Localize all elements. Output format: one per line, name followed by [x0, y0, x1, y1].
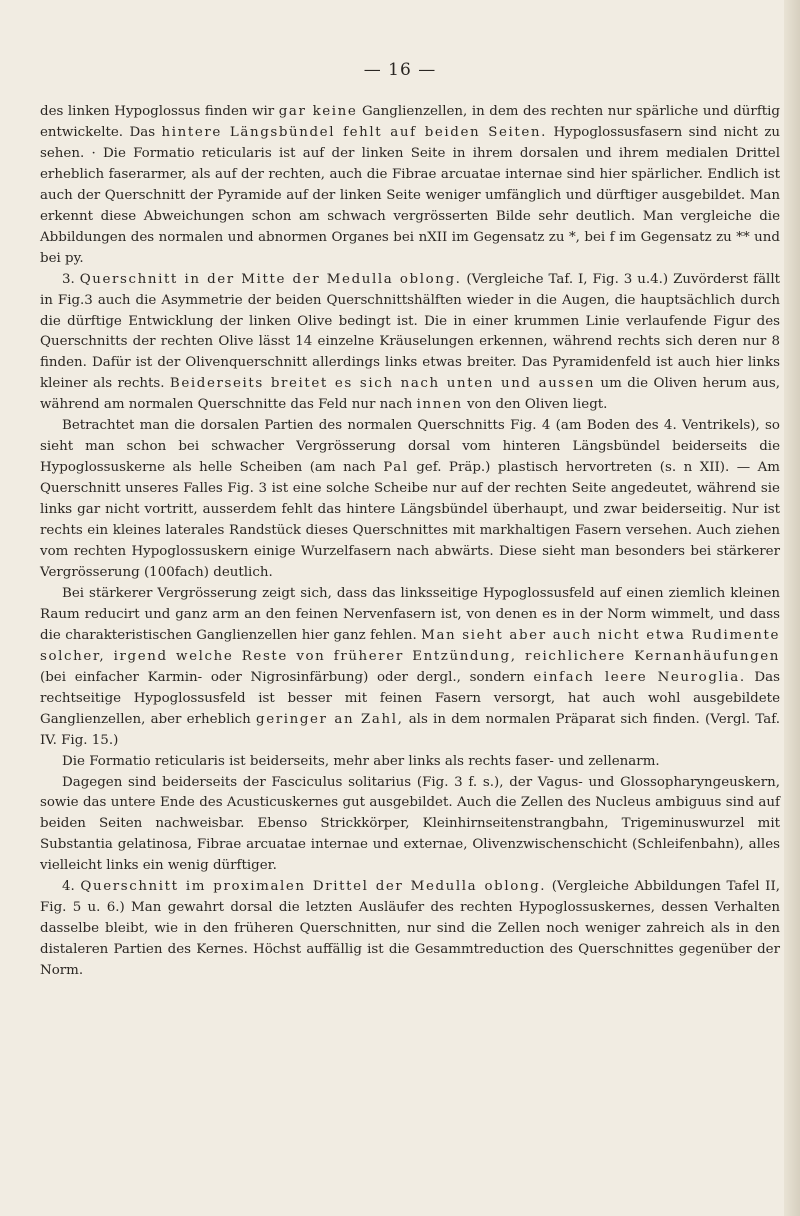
- text-run: Hypoglossusfasern sind nicht zu sehen. · Die Formatio reticularis ist auf der linken Seite in ihrem dorsalen und ihrem medialen Drittel erheblich faserarmer, als auf der rechten, auch die Fibrae arcuatae internae sind hier spärlicher. Endlich ist auch der Querschnitt der Pyramide auf der linken Seite weniger umfänglich und dürftiger ausgebildet. Man erkennt diese Abweichungen schon am schwach vergrösserten Bilde sehr deutlich. Man vergleiche die Abbildungen des normalen und abnormen Organes bei nXII im Gegensatz zu *, bei f im Gegensatz zu ** und bei py.: [40, 124, 780, 266]
- text-run: Betrachtet man die dorsalen Partien des normalen Querschnitts Fig. 4 (am Boden des 4. Ventrikels), so sieht man schon bei schwacher Vergrösserung dorsal vom hinteren Längsbündel beiderseits die Hypoglossuskerne als helle Scheiben (am nach: [40, 418, 780, 476]
- page-number: — 16 —: [363, 60, 437, 80]
- paragraph: [40, 877, 780, 982]
- spaced-emphasis: Querschnitt in der Mitte der Medulla oblong.: [79, 271, 462, 287]
- body-text: [40, 102, 780, 982]
- text-run: 3.: [62, 271, 80, 287]
- spaced-emphasis: einfach leere Neuroglia.: [533, 669, 746, 685]
- text-run: Die Formatio reticularis ist beiderseits, mehr aber links als rechts faser- und zellenarm.: [62, 753, 660, 769]
- text-run: gef. Präp.) plastisch hervortreten (s. n XII). — Am Querschnitt unseres Falles Fig. 3 ist eine solche Scheibe nur auf der rechten Seite angedeutet, während sie links gar nicht vortritt, ausserdem fehlt das hintere Längsbündel überhaupt, und zwar beiderseitig. Nur ist rechts ein kleines laterales Randstück dieses Querschnittes mit markhaltigen Fasern versehen. Auch ziehen vom rechten Hypoglossuskern einige Wurzelfasern nach abwärts. Diese sieht man besonders bei stärkerer Vergrösserung (100fach) deutlich.: [40, 460, 780, 580]
- paragraph: [40, 416, 780, 584]
- text-run: Das rechtseitige Hypoglossusfeld ist besser mit feinen Fasern versorgt, hat auch wohl ausgebildete Ganglienzellen, aber erheblich: [40, 669, 780, 727]
- paragraph: [40, 102, 780, 270]
- text-run: Ganglienzellen, in dem des rechten nur spärliche und dürftig entwickelte. Das: [40, 104, 781, 140]
- spaced-emphasis: gar keine: [278, 104, 358, 119]
- paragraph: [40, 584, 780, 752]
- text-run: Bei stärkerer Vergrösserung zeigt sich, dass das linksseitige Hypoglossusfeld auf einen ziemlich kleinen Raum reducirt und ganz arm an den feinen Nervenfasern ist, von denen es in der Norm wimmelt, und dass die charakteristischen Ganglienzellen hier ganz fehlen.: [40, 585, 780, 643]
- text-run: (Vergleiche Abbildungen Tafel II, Fig. 5 u. 6.) Man gewahrt dorsal die letzten Ausläufer des rechten Hypoglossuskernes, dessen Verhalten dasselbe bleibt, wie in den früheren Querschnitten, nur sind die Zellen noch weniger zahreich als in den distaleren Partien des Kernes. Höchst auffällig ist die Gesammtreduction des Querschnittes gegenüber der Norm.: [40, 879, 780, 979]
- text-run: des linken Hypoglossus finden wir: [40, 104, 279, 119]
- text-run: (Vergleiche Taf. I, Fig. 3 u.4.) Zuvörderst fällt in Fig.3 auch die Asymmetrie der beiden Querschnittshälften wieder in die Augen, die hauptsächlich durch die dürftige Entwicklung der linken Olive bedingt ist. Die in einer krummen Linie verlaufende Figur des Querschnitts der rechten Olive lässt 14 einzelne Kräuselungen erkennen, während rechts sich deren nur 8 finden. Dafür ist der Olivenquerschnitt allerdings links etwas breiter. Das Pyramidenfeld ist auch hier links kleiner als rechts.: [40, 271, 780, 392]
- text-run: Dagegen sind beiderseits der Fasciculus solitarius (Fig. 3 f. s.), der Vagus- und Glossopharyngeuskern, sowie das untere Ende des Acusticuskernes gut ausgebildet. Auch die Zellen des Nucleus ambiguus sind auf beiden Seiten nachweisbar. Ebenso Strickkörper, Kleinhirnseitenstrangbahn, Trigeminuswurzel mit Substantia gelatinosa, Fibrae arcuatae internae und externae, Olivenzwischenschicht (Schleifenbahn), alles vielleicht links ein wenig dürftiger.: [40, 774, 780, 874]
- text-run: 4.: [62, 879, 81, 895]
- spaced-emphasis: geringer an Zahl,: [256, 711, 404, 727]
- spaced-emphasis: Querschnitt im proximalen Drittel der Medulla oblong.: [80, 879, 547, 895]
- spaced-emphasis: Beiderseits breitet es sich nach unten und aussen: [169, 376, 596, 392]
- paragraph: [40, 752, 780, 773]
- spaced-emphasis: Pal: [383, 460, 409, 476]
- paragraph: [40, 270, 780, 417]
- spaced-emphasis: hintere Längsbündel fehlt auf beiden Seiten.: [161, 124, 548, 140]
- spaced-emphasis: Man sieht aber auch nicht etwa Rudimente solcher, irgend welche Reste von früherer Entzündung, reichlichere Kernanhäufungen: [40, 627, 780, 664]
- text-run: von den Oliven liegt.: [462, 397, 608, 413]
- text-run: als in dem normalen Präparat sich finden. (Vergl. Taf. IV. Fig. 15.): [40, 711, 780, 748]
- text-run: (bei einfacher Karmin- oder Nigrosinfärbung) oder dergl., sondern: [40, 669, 534, 685]
- text-run: um die Oliven herum aus, während am normalen Querschnitte das Feld nur nach: [40, 376, 780, 413]
- spaced-emphasis: innen: [416, 397, 463, 413]
- page-edge: [784, 0, 800, 1216]
- paragraph: [40, 773, 780, 878]
